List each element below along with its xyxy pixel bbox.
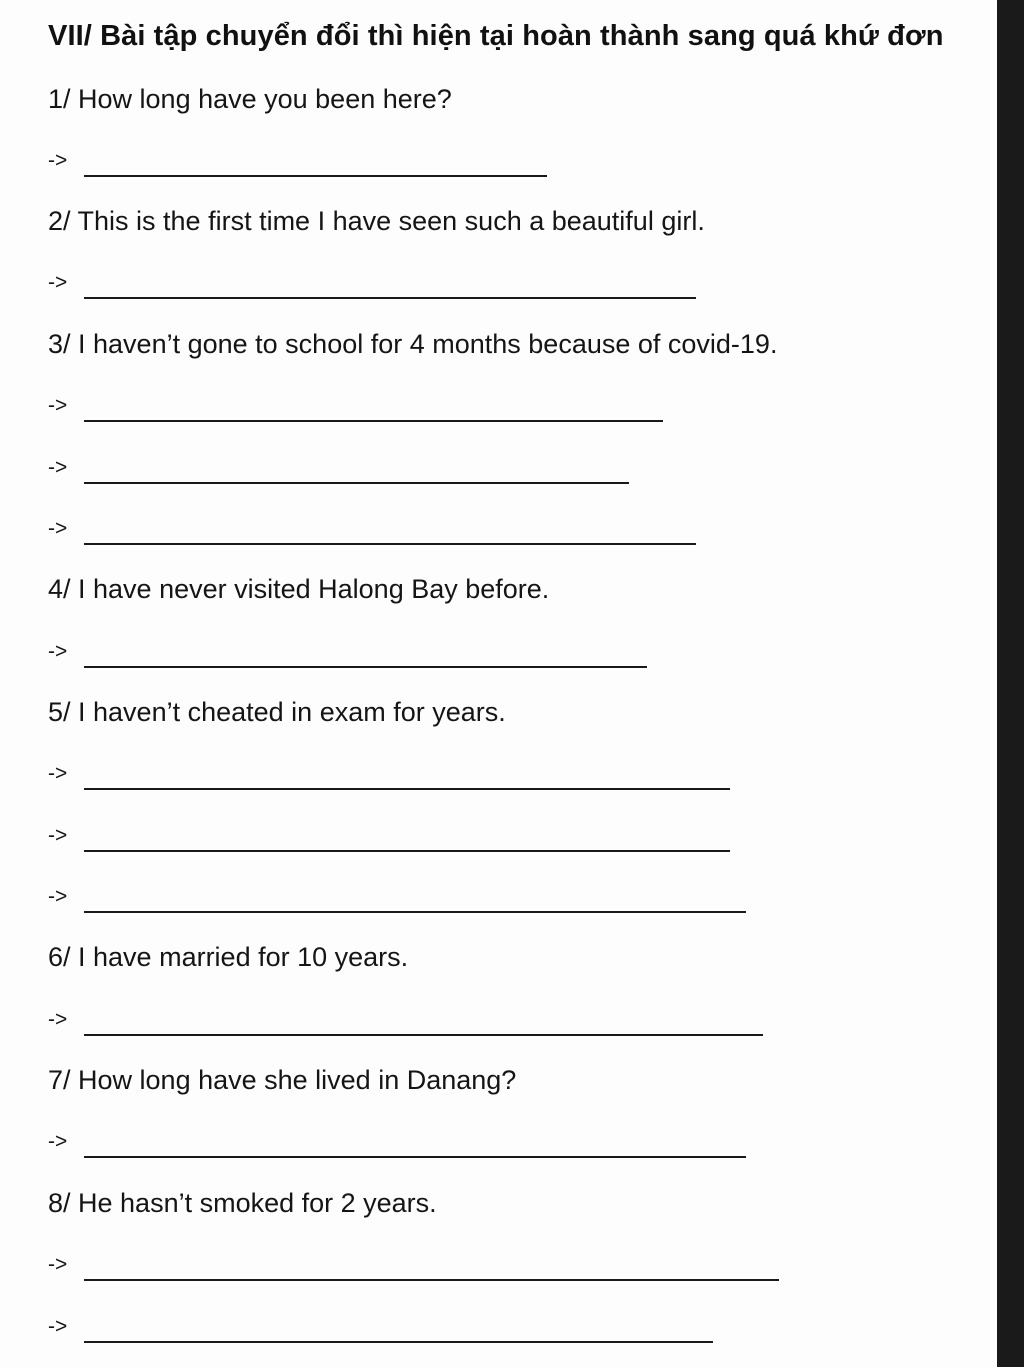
arrow-prompt: -> (48, 1315, 68, 1338)
question-7: 7/ How long have she lived in Danang? (48, 1065, 517, 1095)
worksheet-title: VII/ Bài tập chuyển đổi thì hiện tại hoàn thành sang quá khứ đơn (48, 20, 944, 52)
arrow-prompt: -> (48, 1253, 68, 1276)
arrow-prompt: -> (48, 517, 68, 540)
question-6: 6/ I have married for 10 years. (48, 942, 409, 972)
answer-blank-line[interactable] (84, 1034, 763, 1036)
question-8: 8/ He hasn’t smoked for 2 years. (48, 1188, 437, 1218)
arrow-prompt: -> (48, 1130, 68, 1153)
answer-blank-line[interactable] (84, 482, 629, 484)
arrow-prompt: -> (48, 762, 68, 785)
arrow-prompt: -> (48, 149, 68, 172)
arrow-prompt: -> (48, 1008, 68, 1031)
arrow-prompt: -> (48, 456, 68, 479)
answer-blank-line[interactable] (84, 543, 696, 545)
answer-blank-line[interactable] (84, 788, 730, 790)
question-3: 3/ I haven’t gone to school for 4 months because of covid-19. (48, 329, 778, 359)
answer-blank-line[interactable] (84, 1341, 713, 1343)
answer-blank-line[interactable] (84, 1156, 746, 1158)
arrow-prompt: -> (48, 394, 68, 417)
answer-blank-line[interactable] (84, 666, 647, 668)
answer-blank-line[interactable] (84, 911, 746, 913)
answer-blank-line[interactable] (84, 1279, 779, 1281)
answer-blank-line[interactable] (84, 850, 730, 852)
question-2: 2/ This is the first time I have seen such a beautiful girl. (48, 206, 705, 236)
arrow-prompt: -> (48, 824, 68, 847)
arrow-prompt: -> (48, 640, 68, 663)
question-5: 5/ I haven’t cheated in exam for years. (48, 697, 506, 727)
arrow-prompt: -> (48, 271, 68, 294)
question-1: 1/ How long have you been here? (48, 84, 452, 114)
answer-blank-line[interactable] (84, 175, 547, 177)
arrow-prompt: -> (48, 885, 68, 908)
question-4: 4/ I have never visited Halong Bay before. (48, 574, 550, 604)
answer-blank-line[interactable] (84, 420, 663, 422)
answer-blank-line[interactable] (84, 297, 696, 299)
